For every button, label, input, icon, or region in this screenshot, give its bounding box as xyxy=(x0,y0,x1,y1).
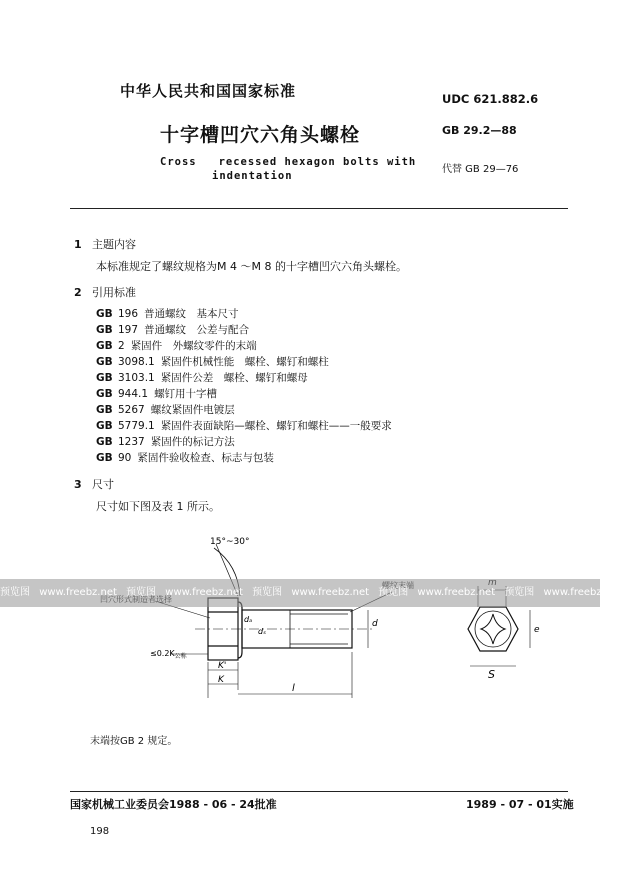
udc-code: UDC 621.882.6 xyxy=(442,92,539,106)
reference-item xyxy=(96,434,235,449)
section-1-text: 本标准规定了螺纹规格为M 4 ～M 8 的十字槽凹穴六角头螺栓。 xyxy=(96,260,407,273)
ref-number: 3098.1 xyxy=(118,356,155,368)
ref-title: 普通螺纹 公差与配合 xyxy=(144,324,250,336)
watermark-text: 预览图 xyxy=(252,587,283,598)
issuer-approval: 国家机械工业委员会1988 - 06 - 24批准 xyxy=(70,798,277,811)
section-title: 主题内容 xyxy=(92,238,136,251)
ref-title: 紧固件表面缺陷—螺栓、螺钉和螺柱——一般要求 xyxy=(160,420,392,432)
hex-end-view xyxy=(468,607,518,651)
ref-code: GB xyxy=(96,388,113,400)
ref-title: 紧固件验收检查、标志与包装 xyxy=(137,452,274,464)
reference-item xyxy=(96,322,249,337)
ref-code: GB xyxy=(96,356,113,368)
replaces-note: 代替 GB 29—76 xyxy=(442,164,519,175)
reference-item xyxy=(96,306,239,321)
footer-divider xyxy=(70,791,568,792)
watermark-text: www.freebz.net xyxy=(417,587,496,598)
section-number: 1 xyxy=(74,238,82,251)
da-label: dₐ xyxy=(244,615,253,624)
k-prime-label: K' xyxy=(218,661,227,671)
ref-title: 螺钉用十字槽 xyxy=(154,388,218,400)
reference-item xyxy=(96,418,392,433)
reference-item xyxy=(96,338,257,353)
watermark-text: 预览图 xyxy=(378,587,409,598)
section-2-heading xyxy=(74,284,136,300)
reference-item xyxy=(96,370,308,385)
ref-code: GB xyxy=(96,324,113,336)
ref-number: 5267 xyxy=(118,404,145,416)
ref-number: 5779.1 xyxy=(118,420,155,432)
ref-number: 944.1 xyxy=(118,388,149,400)
section-1-heading xyxy=(74,236,136,252)
page-number: 198 xyxy=(90,826,110,837)
e-label: e xyxy=(534,625,540,635)
ref-number: 197 xyxy=(118,324,139,336)
ref-number: 1237 xyxy=(118,436,145,448)
reference-item xyxy=(96,450,274,465)
section-number: 2 xyxy=(74,286,82,299)
ref-code: GB xyxy=(96,308,113,320)
ref-title: 紧固件的标记方法 xyxy=(150,436,235,448)
ds-label: dₛ xyxy=(258,627,267,636)
cross-recess xyxy=(481,614,505,644)
k-label: K xyxy=(218,675,224,685)
header-divider xyxy=(70,208,568,209)
ref-dimension-label: $\le 0.2K_{公称}$ xyxy=(150,649,187,660)
ref-title: 普通螺纹 基本尺寸 xyxy=(144,308,239,320)
reference-item xyxy=(96,386,217,401)
section-title: 引用标准 xyxy=(92,286,136,299)
ref-code: GB xyxy=(96,420,113,432)
ref-number: 3103.1 xyxy=(118,372,155,384)
watermark-text: 预览图 xyxy=(126,587,157,598)
ref-number: 90 xyxy=(118,452,132,464)
standard-org: 中华人民共和国国家标准 xyxy=(120,82,297,100)
watermark-text: 预览图 xyxy=(0,587,30,598)
head-chamfer xyxy=(238,602,242,658)
reference-item xyxy=(96,402,235,417)
s-label: S xyxy=(488,668,495,681)
bolt-drawing xyxy=(0,530,600,720)
ref-title: 紧固件公差 螺栓、螺钉和螺母 xyxy=(160,372,308,384)
end-note: 末端按GB 2 规定。 xyxy=(90,736,178,747)
ref-code: GB xyxy=(96,404,113,416)
reference-item xyxy=(96,354,329,369)
english-title-line1: Cross recessed hexagon bolts with xyxy=(160,156,417,168)
page-title: 十字槽凹穴六角头螺栓 xyxy=(160,124,361,146)
ref-title: 紧固件 外螺纹零件的末端 xyxy=(130,340,257,352)
gb-number: GB 29.2—88 xyxy=(442,124,517,137)
watermark-text: www.freebz.net xyxy=(291,587,370,598)
ref-title: 紧固件机械性能 螺栓、螺钉和螺柱 xyxy=(160,356,329,368)
english-title-line2: indentation xyxy=(212,170,293,182)
ref-number: 196 xyxy=(118,308,139,320)
ref-number: 2 xyxy=(118,340,125,352)
section-3-text: 尺寸如下图及表 1 所示。 xyxy=(96,500,220,513)
section-number: 3 xyxy=(74,478,82,491)
angle-label: 15°~30° xyxy=(210,537,250,547)
d-label: d xyxy=(372,619,378,629)
section-title: 尺寸 xyxy=(92,478,114,491)
section-3-heading xyxy=(74,476,114,492)
watermark-text: 预览图 xyxy=(504,587,535,598)
effective-date: 1989 - 07 - 01实施 xyxy=(466,798,574,811)
ref-title: 螺纹紧固件电镀层 xyxy=(150,404,235,416)
ref-code: GB xyxy=(96,340,113,352)
ref-code: GB xyxy=(96,372,113,384)
watermark-text: www.freebz.net xyxy=(165,587,243,598)
watermark-text: www.freebz.net xyxy=(543,587,622,598)
watermark-text: www.freebz.net xyxy=(39,587,117,598)
ref-code: GB xyxy=(96,452,113,464)
length-label: l xyxy=(292,683,295,694)
watermark-banner xyxy=(0,579,622,607)
ref-code: GB xyxy=(96,436,113,448)
